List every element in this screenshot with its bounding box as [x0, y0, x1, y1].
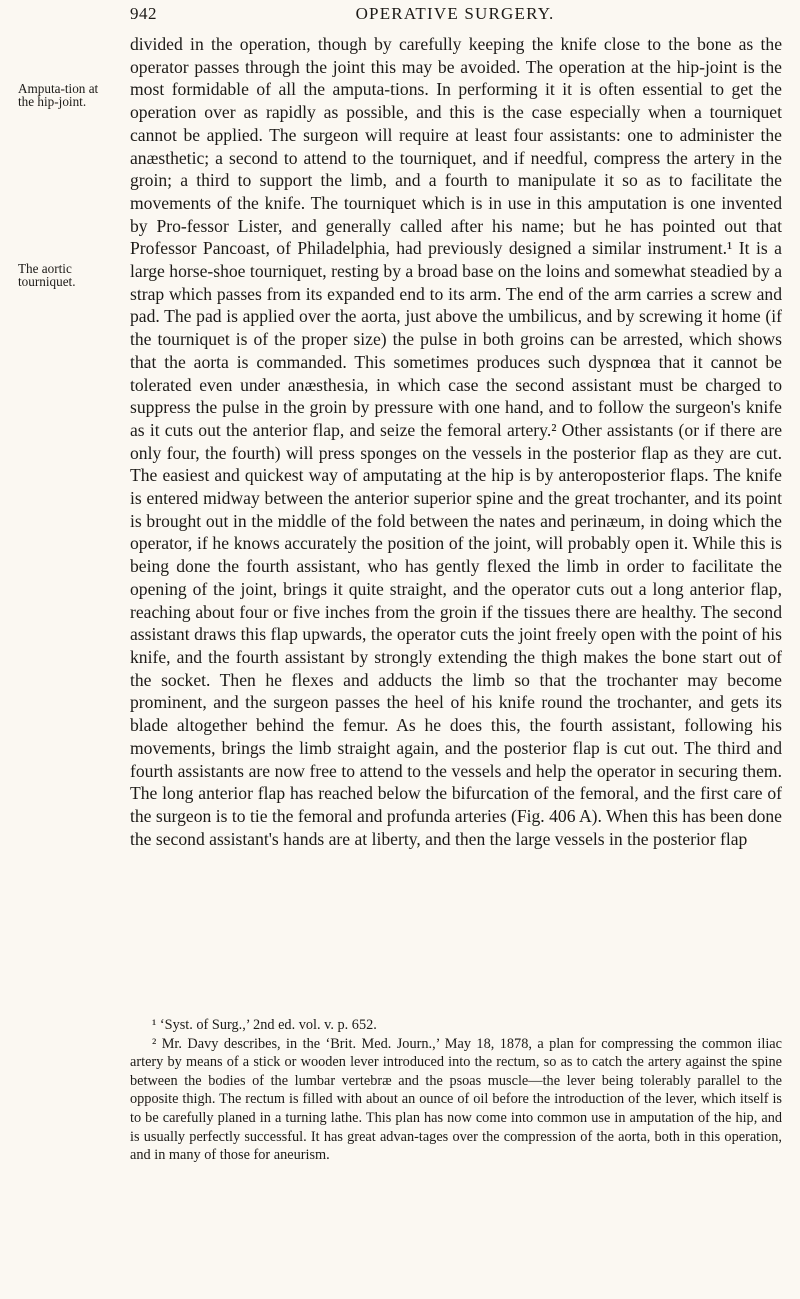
- page-header: [130, 4, 780, 26]
- margin-note-hip-joint: Amputa-tion at the hip-joint.: [18, 81, 99, 109]
- margin-note-aortic-tourniquet: The aortic tourniquet.: [18, 261, 76, 289]
- footnotes: [130, 1016, 782, 1165]
- body-paragraph: divided in the operation, though by carefully keeping the knife close to the bone as the operator passes through the joint this may be avoided. The operation at the hip-joint is the most formidable of all the amputa-tions. In performing it it is often essential to get the operation over as rapidly as possible, and this is the case especially when a tourniquet cannot be applied. The surgeon will require at least four assistants: one to administer the anæsthetic; a second to attend to the tourniquet, and if needful, compress the artery in the groin; a third to support the limb, and a fourth to manipulate it so as to facilitate the movements of the knife. The tourniquet which is in use in this amputation is one invented by Pro-fessor Lister, and generally called after his name; but he has pointed out that Professor Pancoast, of Philadelphia, had previously designed a similar instrument.¹ It is a large horse-shoe tourniquet, resting by a broad base on the loins and somewhat steadied by a strap which passes from its expanded end to its arm. The end of the arm carries a screw and pad. The pad is applied over the aorta, just above the umbilicus, and by screwing it home (if the tourniquet is of the proper size) the pulse in both groins can be arrested, which shows that the aorta is commanded. This sometimes produces such dyspnœa that it cannot be tolerated even under anæsthesia, in which case the second assistant must be charged to suppress the pulse in the groin by pressure with one hand, and to follow the surgeon's knife as it cuts out the anterior flap, and seize the femoral artery.² Other assistants (or if there are only four, the fourth) will press sponges on the vessels in the posterior flap as they are cut. The easiest and quickest way of amputating at the hip is by anteroposterior flaps. The knife is entered midway between the anterior superior spine and the great trochanter, and its point is brought out in the middle of the fold between the nates and perinæum, in doing which the operator, if he knows accurately the position of the joint, will probably open it. While this is being done the fourth assistant, who has gently flexed the limb in order to facilitate the opening of the joint, brings it quite straight, and the operator cuts out a long anterior flap, reaching about four or five inches from the groin if the tissues there are healthy. The second assistant draws this flap upwards, the operator cuts the joint freely open with the point of his knife, and the fourth assistant by strongly extending the thigh makes the bone start out of the socket. Then he flexes and adducts the limb so that the trochanter may become prominent, and the surgeon passes the heel of his knife round the trochanter, and gets its blade altogether behind the femur. As he does this, the fourth assistant, following his movements, brings the limb straight again, and the posterior flap is cut out. The third and fourth assistants are now free to attend to the vessels and help the operator in securing them. The long anterior flap has reached below the bifurcation of the femoral, and the first care of the surgeon is to tie the femoral and profunda arteries (Fig. 406 A). When this has been done the second assistant's hands are at liberty, and then the large vessels in the posterior flap: [130, 34, 782, 849]
- footnote-1: ¹ ‘Syst. of Surg.,’ 2nd ed. vol. v. p. 652.: [152, 1017, 377, 1033]
- footnote-2: ² Mr. Davy describes, in the ‘Brit. Med. Journ.,’ May 18, 1878, a plan for compressing the common iliac artery by means of a stick or wooden lever introduced into the rectum, so as to catch the artery against the spine between the bodies of the lumbar vertebræ and the psoas muscle—the lever being tolerably parallel to the opposite thigh. The rectum is filled with about an ounce of oil before the introduction of the lever, which itself is to be carefully planed in a turning lathe. This plan has now come into common use in amputation of the hip, and is usually perfectly successful. It has great advan-tages over the compression of the aorta, both in this operation, and in many of those for aneurism.: [130, 1035, 782, 1164]
- main-text: [130, 33, 782, 850]
- running-title: OPERATIVE SURGERY.: [355, 4, 555, 23]
- page-number: 942: [130, 4, 157, 23]
